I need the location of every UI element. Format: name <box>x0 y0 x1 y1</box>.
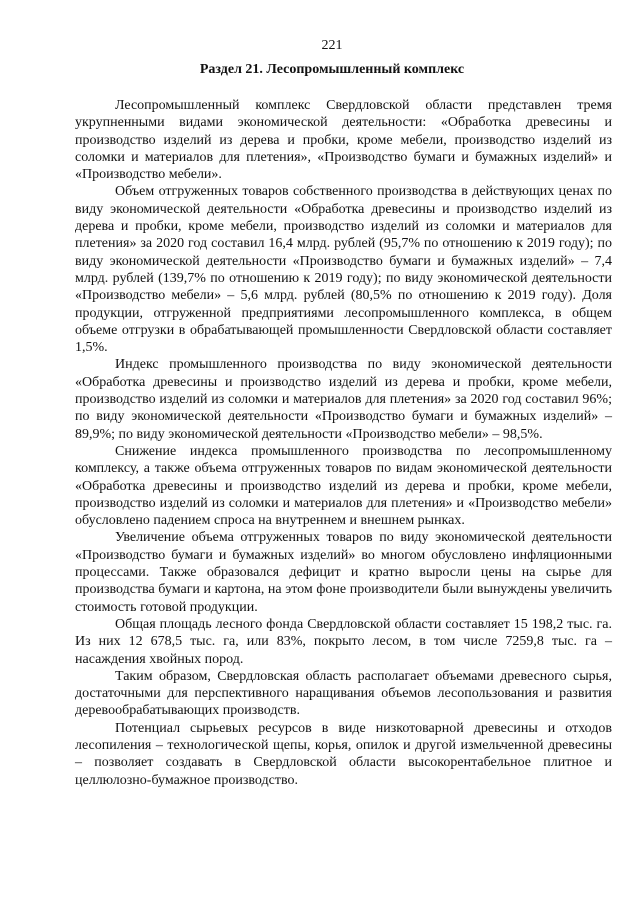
paragraph: Объем отгруженных товаров собственного производства в действующих ценах по виду экономической деятельности «Обработка древесины и производство изделий из дерева и пробки, кроме мебели, производство изделий из соломки и материалов для плетения» за 2020 год составил 16,4 млрд. рублей (95,7% по отношению к 2019 году); по виду экономической деятельности «Производство бумаги и бумажных изделий» – 7,4 млрд. рублей (139,7% по отношению к 2019 году); по виду экономической деятельности «Производство мебели» – 5,6 млрд. рублей (80,5% по отношению к 2019 году). Доля продукции, отгруженной предприятиями лесопромышленного комплекса, в общем объеме отгрузки в обрабатывающей промышленности Свердловской области составляет 1,5%. <box>75 184 612 356</box>
paragraph: Увеличение объема отгруженных товаров по виду экономической деятельности «Производство бумаги и бумажных изделий» во многом обусловлено инфляционными процессами. Также образовался дефицит и кратно выросли цены на сырье для производства бумаги и картона, на этом фоне производители были вынуждены увеличить стоимость готовой продукции. <box>75 530 612 615</box>
paragraph: Лесопромышленный комплекс Свердловской области представлен тремя укрупненными видами экономической деятельности: «Обработка древесины и производство изделий из дерева и пробки, кроме мебели, производство изделий из соломки и материалов для плетения», «Производство бумаги и бумажных изделий» и «Производство мебели». <box>75 98 612 183</box>
body-text <box>75 97 612 789</box>
paragraph: Потенциал сырьевых ресурсов в виде низкотоварной древесины и отходов лесопиления – технологической щепы, корья, опилок и другой измельченной древесины – позволяет создавать в Свердловской области высокорентабельное плитное и целлюлозно-бумажное производство. <box>75 720 612 788</box>
paragraph: Таким образом, Свердловская область располагает объемами древесного сырья, достаточными для перспективного наращивания объемов лесопользования и развития деревообрабатывающих производств. <box>75 668 612 719</box>
paragraph: Индекс промышленного производства по виду экономической деятельности «Обработка древесины и производство изделий из дерева и пробки, кроме мебели, производство изделий из соломки и материалов для плетения» за 2020 год составил 96%; по виду экономической деятельности «Производство бумаги и бумажных изделий» – 89,9%; по виду экономической деятельности «Производство мебели» – 98,5%. <box>75 357 612 442</box>
paragraph: Снижение индекса промышленного производства по лесопромышленному комплексу, а также объема отгруженных товаров по видам экономической деятельности «Обработка древесины и производство изделий из дерева и пробки, кроме мебели, производство изделий из соломки и материалов для плетения» и «Производство мебели» обусловлено падением спроса на внутреннем и внешнем рынках. <box>75 443 612 529</box>
paragraph: Общая площадь лесного фонда Свердловской области составляет 15 198,2 тыс. га. Из них 12 678,5 тыс. га, или 83%, покрыто лесом, в том числе 7259,8 тыс. га – насаждения хвойных пород. <box>75 616 612 667</box>
section-title: Раздел 21. Лесопромышленный комплекс <box>199 62 465 77</box>
page-number: 221 <box>321 38 343 53</box>
